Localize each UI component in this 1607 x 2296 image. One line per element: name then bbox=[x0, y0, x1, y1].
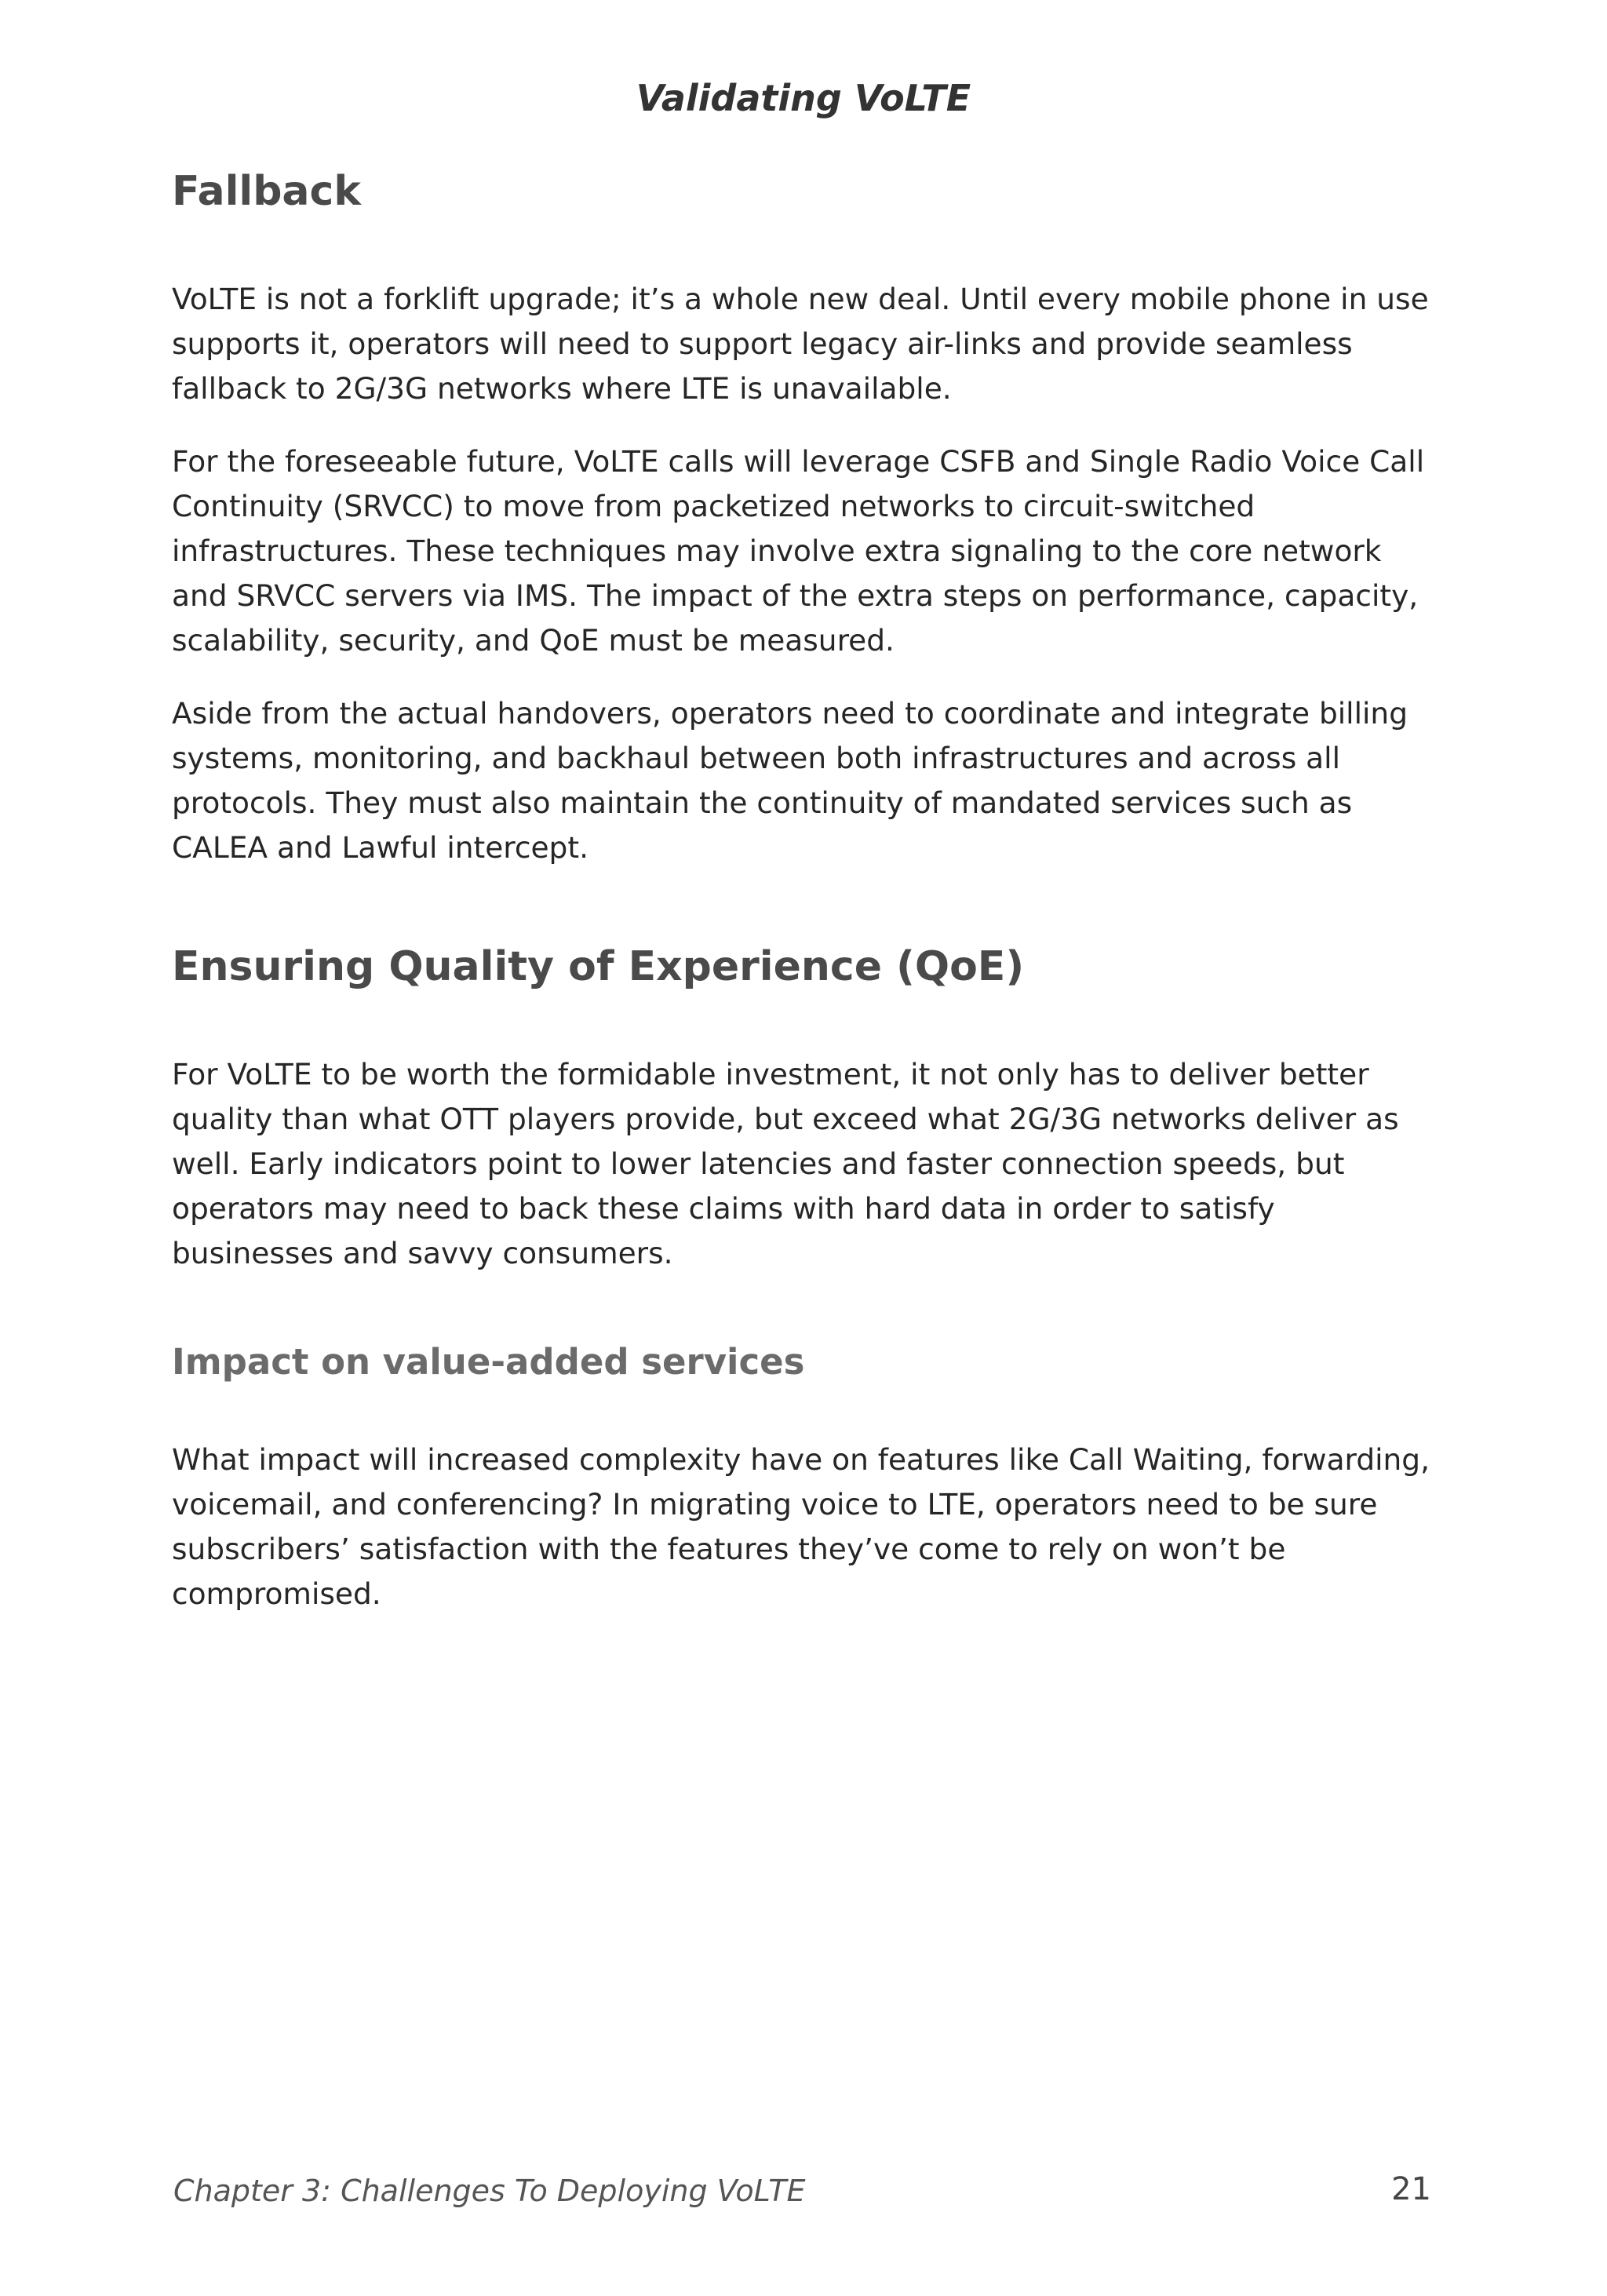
section-fallback bbox=[172, 161, 1437, 870]
page-number: 21 bbox=[1391, 2171, 1431, 2207]
paragraph: Aside from the actual handovers, operators need to coordinate and integrate billing systems, monitoring, and backhaul between both infrastructures and across all protocols. They must also maintain the continuity of mandated services such as CALEA and Lawful intercept. bbox=[172, 696, 1408, 865]
section-spacer bbox=[172, 898, 1437, 936]
footer-chapter-title: Chapter 3: Challenges To Deploying VoLTE bbox=[173, 2174, 806, 2208]
running-header: Validating VoLTE bbox=[636, 77, 971, 119]
section-heading: Ensuring Quality of Experience (QoE) bbox=[172, 943, 1025, 990]
paragraph: What impact will increased complexity have on features like Call Waiting, forwarding, voicemail, and conferencing? In migrating voice to LTE, operators need to be sure subscribers’ satisfaction with the features they’ve come to rely on won’t be compromised. bbox=[172, 1442, 1430, 1611]
paragraph: For the foreseeable future, VoLTE calls will leverage CSFB and Single Radio Voice Call Continuity (SRVCC) to move from packetized networks to circuit-switched infrastructures. These techniques may involve extra signaling to the core network and SRVCC servers via IMS. The impact of the extra steps on performance, capacity, scalability, security, and QoE must be measured. bbox=[172, 444, 1425, 658]
subsection-value-added-services bbox=[172, 1336, 1437, 1616]
section-spacer bbox=[172, 1304, 1437, 1336]
section-heading: Fallback bbox=[172, 168, 361, 215]
paragraph: For VoLTE to be worth the formidable investment, it not only has to deliver better quality than what OTT players provide, but exceed what 2G/3G networks deliver as well. Early indicators point to lower latencies and faster connection speeds, but operators may need to back these claims with hard data in order to satisfy businesses and savvy consumers. bbox=[172, 1057, 1399, 1270]
paragraph: VoLTE is not a forklift upgrade; it’s a whole new deal. Until every mobile phone in use supports it, operators will need to support legacy air-links and provide seamless fallback to 2G/3G networks where LTE is unavailable. bbox=[172, 282, 1429, 406]
section-ensuring-qoe bbox=[172, 936, 1437, 1616]
page-content bbox=[172, 161, 1437, 1645]
subsection-heading: Impact on value-added services bbox=[172, 1341, 805, 1383]
